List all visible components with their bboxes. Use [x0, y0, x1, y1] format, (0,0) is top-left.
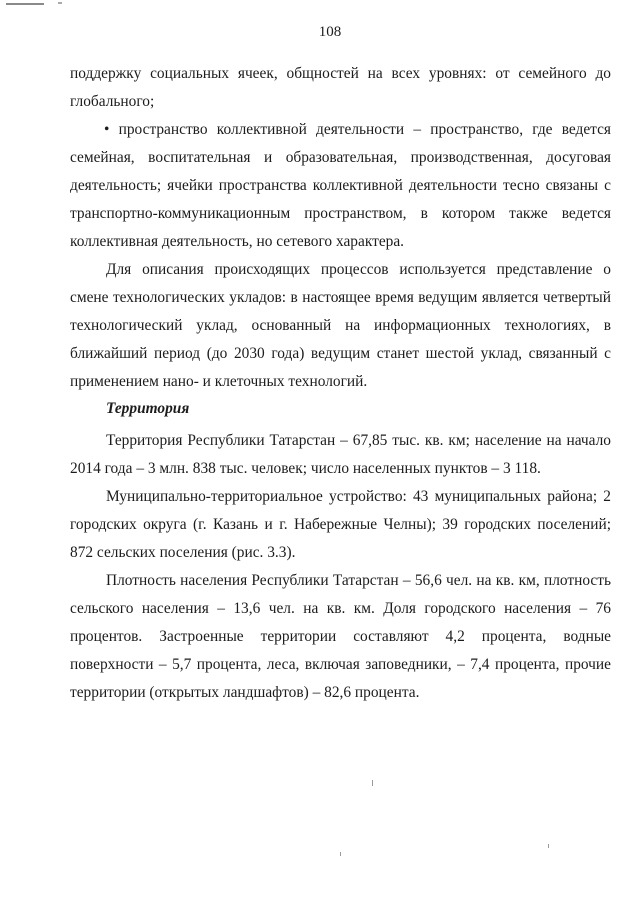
page-number: 108: [318, 24, 342, 40]
scan-speck: [340, 852, 341, 856]
paragraph-5: Муниципально-территориальное устройство: 43 муниципальных района; 2 городских округа (г. Казань и г. Набережные Челны); 39 городских поселений; 872 сельских поселения (рис. 3.3).: [70, 488, 611, 561]
scan-speck: [372, 780, 373, 786]
bullet-paragraph: • пространство коллективной деятельности – пространство, где ведется семейная, воспитательная и образовательная, производственная, досуговая деятельность; ячейки пространства коллективной деятельности тесно связаны с транспортно-коммуникационным пространством, в котором также ведется коллективная деятельность, но сетевого характера.: [70, 121, 611, 250]
paragraph-4: Территория Республики Татарстан – 67,85 тыс. кв. км; население на начало 2014 года – 3 млн. 838 тыс. человек; число населенных пунктов – 3 118.: [70, 432, 611, 477]
scan-artifact: [6, 3, 44, 5]
section-heading: Территория: [106, 400, 190, 417]
paragraph-6: Плотность населения Республики Татарстан – 56,6 чел. на кв. км, плотность сельского населения – 13,6 чел. на кв. км. Доля городского населения – 76 процентов. Застроенные территории составляют 4,2 процента, водные поверхности – 5,7 процента, леса, включая заповедники, – 7,4 процента, прочие территории (открытых ландшафтов) – 82,6 процента.: [70, 572, 611, 701]
paragraph-1: поддержку социальных ячеек, общностей на всех уровнях: от семейного до глобального;: [70, 65, 611, 110]
paragraph-3: Для описания происходящих процессов используется представление о смене технологических укладов: в настоящее время ведущим является четвертый технологический уклад, основанный на информационных технологиях, в ближайший период (до 2030 года) ведущим станет шестой уклад, связанный с применением нано- и клеточных технологий.: [70, 261, 611, 390]
scan-speck: [548, 844, 549, 848]
scan-artifact: [58, 2, 62, 4]
